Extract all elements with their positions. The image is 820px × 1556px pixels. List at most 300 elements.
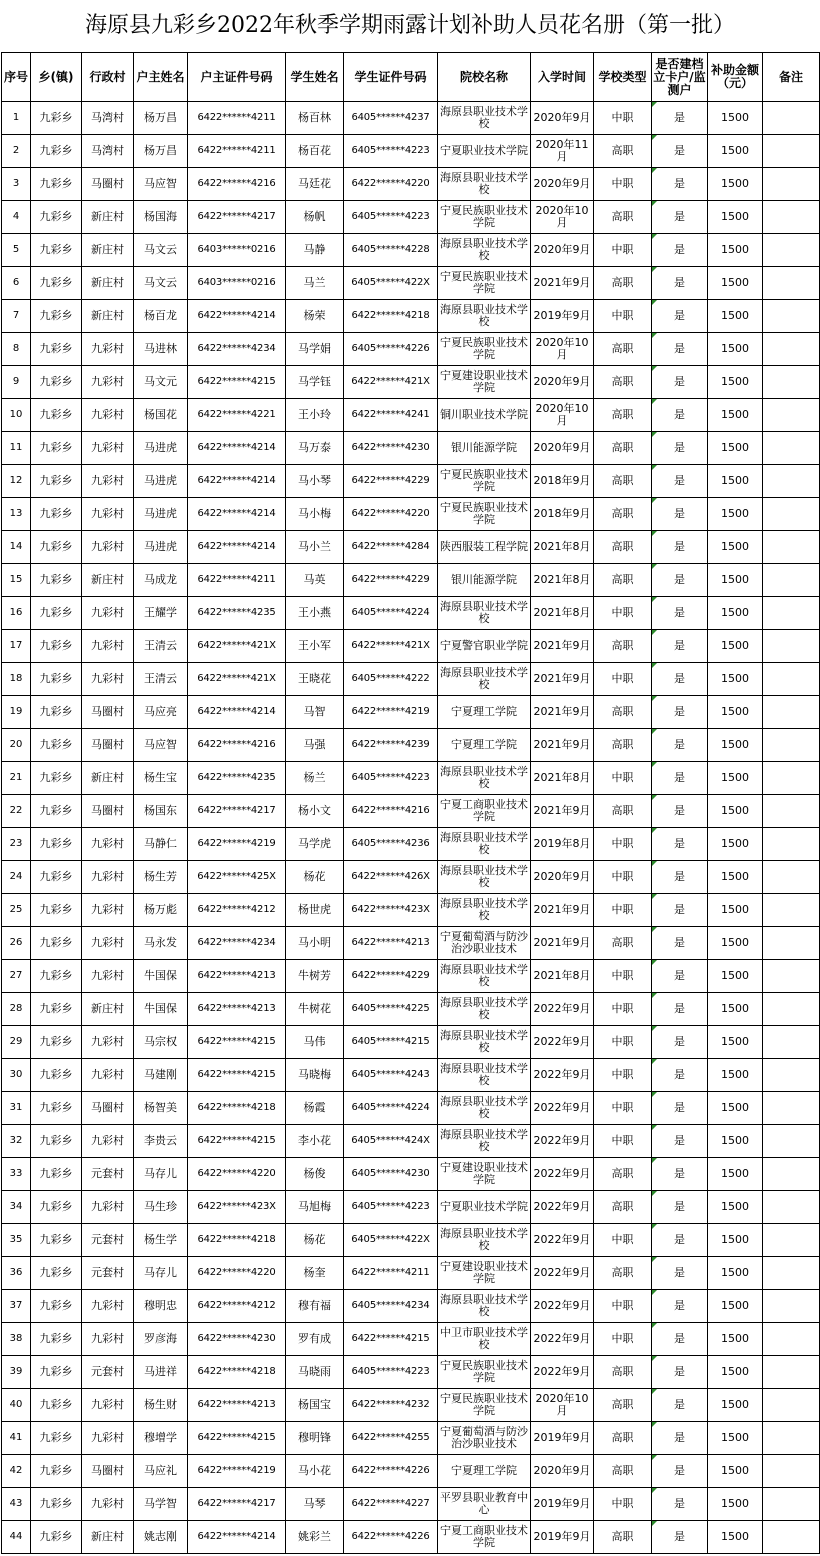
cell-registered: 是 (652, 333, 708, 366)
cell-school: 宁夏职业技术学院 (438, 135, 531, 168)
cell-enroll-date: 2022年9月 (531, 1290, 594, 1323)
cell-householder-id: 6422******4235 (188, 597, 286, 630)
cell-householder-id: 6422******4219 (188, 1455, 286, 1488)
cell-school: 海原县职业技术学校 (438, 168, 531, 201)
cell-student-id: 6422******421X (344, 630, 438, 663)
cell-remarks (763, 102, 820, 135)
cell-index: 5 (2, 234, 31, 267)
cell-registered: 是 (652, 1158, 708, 1191)
cell-householder: 穆明忠 (134, 1290, 188, 1323)
table-row (2, 1224, 820, 1257)
cell-school: 海原县职业技术学校 (438, 663, 531, 696)
cell-school-type: 中职 (594, 1125, 652, 1158)
cell-householder: 王清云 (134, 663, 188, 696)
cell-registered: 是 (652, 630, 708, 663)
cell-student: 王小玲 (286, 399, 344, 432)
cell-householder: 杨生宝 (134, 762, 188, 795)
cell-village: 马圈村 (82, 168, 134, 201)
cell-householder: 牛国保 (134, 993, 188, 1026)
table-row (2, 135, 820, 168)
cell-amount: 1500 (708, 630, 763, 663)
cell-township: 九彩乡 (31, 1488, 82, 1521)
cell-amount: 1500 (708, 267, 763, 300)
cell-school: 宁夏建设职业技术学院 (438, 1257, 531, 1290)
cell-school: 银川能源学院 (438, 432, 531, 465)
table-row (2, 1092, 820, 1125)
cell-student-id: 6405******422X (344, 1224, 438, 1257)
cell-remarks (763, 1488, 820, 1521)
cell-village: 九彩村 (82, 1323, 134, 1356)
cell-householder: 杨万昌 (134, 102, 188, 135)
cell-student-id: 6422******4213 (344, 927, 438, 960)
cell-school: 宁夏民族职业技术学院 (438, 267, 531, 300)
cell-index: 2 (2, 135, 31, 168)
cell-school: 宁夏警官职业学院 (438, 630, 531, 663)
cell-remarks (763, 630, 820, 663)
cell-township: 九彩乡 (31, 168, 82, 201)
cell-registered: 是 (652, 663, 708, 696)
cell-registered: 是 (652, 366, 708, 399)
cell-township: 九彩乡 (31, 1059, 82, 1092)
cell-remarks (763, 663, 820, 696)
cell-enroll-date: 2022年9月 (531, 1026, 594, 1059)
cell-householder: 杨国东 (134, 795, 188, 828)
cell-student-id: 6405******4225 (344, 993, 438, 1026)
cell-student: 马小兰 (286, 531, 344, 564)
cell-householder-id: 6422******4214 (188, 432, 286, 465)
col-header-student: 学生姓名 (286, 53, 344, 102)
cell-remarks (763, 135, 820, 168)
cell-householder: 马进虎 (134, 432, 188, 465)
cell-index: 42 (2, 1455, 31, 1488)
col-header-student-id: 学生证件号码 (344, 53, 438, 102)
cell-registered: 是 (652, 432, 708, 465)
cell-student-id: 6422******4226 (344, 1455, 438, 1488)
cell-school: 宁夏民族职业技术学院 (438, 333, 531, 366)
cell-enroll-date: 2021年9月 (531, 630, 594, 663)
table-row (2, 432, 820, 465)
cell-amount: 1500 (708, 1422, 763, 1455)
cell-registered: 是 (652, 1191, 708, 1224)
cell-registered: 是 (652, 531, 708, 564)
cell-amount: 1500 (708, 201, 763, 234)
cell-village: 九彩村 (82, 1290, 134, 1323)
cell-student: 马强 (286, 729, 344, 762)
col-header-remarks: 备注 (763, 53, 820, 102)
cell-householder: 马学智 (134, 1488, 188, 1521)
cell-index: 18 (2, 663, 31, 696)
cell-school: 海原县职业技术学校 (438, 861, 531, 894)
table-row (2, 795, 820, 828)
cell-enroll-date: 2020年9月 (531, 366, 594, 399)
cell-enroll-date: 2022年9月 (531, 1323, 594, 1356)
cell-school: 宁夏理工学院 (438, 1455, 531, 1488)
cell-township: 九彩乡 (31, 531, 82, 564)
cell-township: 九彩乡 (31, 795, 82, 828)
cell-school: 宁夏民族职业技术学院 (438, 201, 531, 234)
cell-student: 杨俊 (286, 1158, 344, 1191)
cell-amount: 1500 (708, 993, 763, 1026)
cell-index: 21 (2, 762, 31, 795)
cell-amount: 1500 (708, 1191, 763, 1224)
cell-school: 海原县职业技术学校 (438, 1125, 531, 1158)
cell-householder: 马进虎 (134, 498, 188, 531)
cell-school-type: 中职 (594, 861, 652, 894)
cell-householder-id: 6422******4214 (188, 1521, 286, 1554)
cell-registered: 是 (652, 729, 708, 762)
table-row (2, 333, 820, 366)
cell-enroll-date: 2021年8月 (531, 564, 594, 597)
cell-school-type: 中职 (594, 1488, 652, 1521)
cell-village: 九彩村 (82, 1125, 134, 1158)
cell-student-id: 6405******4237 (344, 102, 438, 135)
cell-school: 海原县职业技术学校 (438, 234, 531, 267)
cell-township: 九彩乡 (31, 564, 82, 597)
cell-township: 九彩乡 (31, 267, 82, 300)
cell-index: 15 (2, 564, 31, 597)
cell-remarks (763, 729, 820, 762)
cell-remarks (763, 1323, 820, 1356)
cell-student-id: 6422******4216 (344, 795, 438, 828)
cell-student: 马琴 (286, 1488, 344, 1521)
cell-school-type: 中职 (594, 1323, 652, 1356)
cell-householder: 马文元 (134, 366, 188, 399)
cell-student-id: 6422******4232 (344, 1389, 438, 1422)
cell-student: 马晓梅 (286, 1059, 344, 1092)
cell-student-id: 6405******4223 (344, 762, 438, 795)
cell-school: 海原县职业技术学校 (438, 1059, 531, 1092)
cell-student-id: 6422******4255 (344, 1422, 438, 1455)
cell-township: 九彩乡 (31, 762, 82, 795)
cell-school: 宁夏理工学院 (438, 696, 531, 729)
cell-township: 九彩乡 (31, 729, 82, 762)
cell-householder-id: 6422******4218 (188, 1224, 286, 1257)
table-row (2, 531, 820, 564)
cell-enroll-date: 2020年9月 (531, 861, 594, 894)
cell-school-type: 高职 (594, 498, 652, 531)
cell-householder-id: 6422******4218 (188, 1356, 286, 1389)
cell-school: 海原县职业技术学校 (438, 597, 531, 630)
cell-registered: 是 (652, 1059, 708, 1092)
cell-householder-id: 6422******4221 (188, 399, 286, 432)
cell-amount: 1500 (708, 333, 763, 366)
cell-school-type: 中职 (594, 828, 652, 861)
cell-school-type: 高职 (594, 696, 652, 729)
cell-enroll-date: 2019年9月 (531, 1488, 594, 1521)
table-row (2, 1389, 820, 1422)
cell-township: 九彩乡 (31, 1290, 82, 1323)
cell-enroll-date: 2020年10月 (531, 1389, 594, 1422)
cell-remarks (763, 762, 820, 795)
cell-village: 九彩村 (82, 465, 134, 498)
col-header-index: 序号 (2, 53, 31, 102)
cell-amount: 1500 (708, 729, 763, 762)
cell-enroll-date: 2020年11月 (531, 135, 594, 168)
cell-student: 穆明锋 (286, 1422, 344, 1455)
table-row (2, 762, 820, 795)
cell-enroll-date: 2020年9月 (531, 102, 594, 135)
cell-enroll-date: 2021年9月 (531, 696, 594, 729)
cell-remarks (763, 1389, 820, 1422)
cell-householder: 杨智美 (134, 1092, 188, 1125)
cell-index: 3 (2, 168, 31, 201)
cell-index: 41 (2, 1422, 31, 1455)
cell-enroll-date: 2021年9月 (531, 663, 594, 696)
cell-school-type: 高职 (594, 432, 652, 465)
cell-village: 新庄村 (82, 564, 134, 597)
cell-index: 10 (2, 399, 31, 432)
cell-village: 九彩村 (82, 366, 134, 399)
cell-index: 37 (2, 1290, 31, 1323)
cell-amount: 1500 (708, 102, 763, 135)
cell-remarks (763, 168, 820, 201)
cell-school: 海原县职业技术学校 (438, 993, 531, 1026)
cell-registered: 是 (652, 861, 708, 894)
cell-student: 马小花 (286, 1455, 344, 1488)
cell-school-type: 高职 (594, 1422, 652, 1455)
cell-registered: 是 (652, 696, 708, 729)
cell-township: 九彩乡 (31, 597, 82, 630)
cell-enroll-date: 2021年8月 (531, 597, 594, 630)
cell-enroll-date: 2022年9月 (531, 1191, 594, 1224)
cell-householder-id: 6422******4234 (188, 333, 286, 366)
cell-township: 九彩乡 (31, 1455, 82, 1488)
cell-remarks (763, 432, 820, 465)
cell-school-type: 中职 (594, 993, 652, 1026)
table-row (2, 300, 820, 333)
col-header-householder: 户主姓名 (134, 53, 188, 102)
cell-school: 银川能源学院 (438, 564, 531, 597)
cell-index: 25 (2, 894, 31, 927)
cell-enroll-date: 2020年9月 (531, 432, 594, 465)
cell-index: 12 (2, 465, 31, 498)
cell-school: 宁夏民族职业技术学院 (438, 465, 531, 498)
cell-village: 九彩村 (82, 1488, 134, 1521)
table-row (2, 960, 820, 993)
cell-householder: 马存儿 (134, 1158, 188, 1191)
cell-school-type: 高职 (594, 927, 652, 960)
cell-householder: 牛国保 (134, 960, 188, 993)
cell-student: 马学钰 (286, 366, 344, 399)
cell-registered: 是 (652, 267, 708, 300)
cell-school-type: 中职 (594, 1059, 652, 1092)
cell-householder: 穆增学 (134, 1422, 188, 1455)
cell-enroll-date: 2022年9月 (531, 1125, 594, 1158)
cell-enroll-date: 2018年9月 (531, 498, 594, 531)
cell-student-id: 6422******4241 (344, 399, 438, 432)
table-row (2, 1488, 820, 1521)
cell-enroll-date: 2022年9月 (531, 1356, 594, 1389)
cell-student: 牛树芳 (286, 960, 344, 993)
cell-householder-id: 6422******4217 (188, 201, 286, 234)
cell-township: 九彩乡 (31, 300, 82, 333)
cell-enroll-date: 2018年9月 (531, 465, 594, 498)
cell-student: 马万泰 (286, 432, 344, 465)
table-row (2, 564, 820, 597)
cell-householder-id: 6422******4212 (188, 1290, 286, 1323)
table-row (2, 927, 820, 960)
cell-householder-id: 6422******4215 (188, 366, 286, 399)
cell-remarks (763, 1257, 820, 1290)
cell-remarks (763, 1356, 820, 1389)
cell-amount: 1500 (708, 234, 763, 267)
cell-student-id: 6422******4227 (344, 1488, 438, 1521)
cell-school-type: 高职 (594, 564, 652, 597)
table-row (2, 1191, 820, 1224)
cell-householder: 杨万彪 (134, 894, 188, 927)
cell-student: 王晓花 (286, 663, 344, 696)
cell-township: 九彩乡 (31, 861, 82, 894)
cell-student-id: 6422******4215 (344, 1323, 438, 1356)
cell-enroll-date: 2020年9月 (531, 168, 594, 201)
cell-householder-id: 6422******4234 (188, 927, 286, 960)
cell-student: 马智 (286, 696, 344, 729)
cell-householder: 马宗权 (134, 1026, 188, 1059)
table-row (2, 1257, 820, 1290)
col-header-householder-id: 户主证件号码 (188, 53, 286, 102)
cell-amount: 1500 (708, 1455, 763, 1488)
cell-householder-id: 6422******4214 (188, 531, 286, 564)
cell-index: 27 (2, 960, 31, 993)
cell-remarks (763, 201, 820, 234)
cell-township: 九彩乡 (31, 333, 82, 366)
cell-township: 九彩乡 (31, 432, 82, 465)
cell-registered: 是 (652, 234, 708, 267)
cell-registered: 是 (652, 1257, 708, 1290)
cell-householder: 杨生芳 (134, 861, 188, 894)
cell-township: 九彩乡 (31, 1158, 82, 1191)
cell-householder: 王耀学 (134, 597, 188, 630)
cell-student-id: 6405******4236 (344, 828, 438, 861)
cell-index: 13 (2, 498, 31, 531)
cell-township: 九彩乡 (31, 1257, 82, 1290)
table-row (2, 597, 820, 630)
cell-school: 陕西服装工程学院 (438, 531, 531, 564)
cell-householder-id: 6422******423X (188, 1191, 286, 1224)
cell-householder: 杨生学 (134, 1224, 188, 1257)
cell-remarks (763, 399, 820, 432)
cell-remarks (763, 1422, 820, 1455)
cell-enroll-date: 2020年10月 (531, 333, 594, 366)
cell-village: 九彩村 (82, 1191, 134, 1224)
cell-school-type: 中职 (594, 894, 652, 927)
cell-school: 宁夏工商职业技术学院 (438, 1521, 531, 1554)
cell-school: 海原县职业技术学校 (438, 894, 531, 927)
cell-householder: 马文云 (134, 267, 188, 300)
cell-householder: 马应智 (134, 729, 188, 762)
cell-township: 九彩乡 (31, 1521, 82, 1554)
cell-student: 王小燕 (286, 597, 344, 630)
cell-school: 海原县职业技术学校 (438, 102, 531, 135)
cell-student-id: 6405******4226 (344, 333, 438, 366)
table-row (2, 1356, 820, 1389)
table-row (2, 828, 820, 861)
cell-amount: 1500 (708, 828, 763, 861)
cell-village: 新庄村 (82, 300, 134, 333)
cell-amount: 1500 (708, 465, 763, 498)
cell-student: 马学虎 (286, 828, 344, 861)
cell-index: 7 (2, 300, 31, 333)
cell-householder-id: 6422******4213 (188, 960, 286, 993)
cell-amount: 1500 (708, 1026, 763, 1059)
cell-householder: 马进林 (134, 333, 188, 366)
cell-school: 中卫市职业技术学校 (438, 1323, 531, 1356)
cell-index: 28 (2, 993, 31, 1026)
cell-township: 九彩乡 (31, 1191, 82, 1224)
cell-school: 宁夏理工学院 (438, 729, 531, 762)
cell-village: 新庄村 (82, 234, 134, 267)
cell-index: 40 (2, 1389, 31, 1422)
cell-student: 杨霞 (286, 1092, 344, 1125)
cell-student-id: 6405******424X (344, 1125, 438, 1158)
cell-householder-id: 6422******421X (188, 663, 286, 696)
cell-enroll-date: 2021年9月 (531, 894, 594, 927)
cell-remarks (763, 531, 820, 564)
cell-registered: 是 (652, 1290, 708, 1323)
cell-amount: 1500 (708, 1389, 763, 1422)
cell-student-id: 6422******4239 (344, 729, 438, 762)
cell-amount: 1500 (708, 366, 763, 399)
cell-householder-id: 6422******4220 (188, 1257, 286, 1290)
table-row (2, 201, 820, 234)
cell-index: 31 (2, 1092, 31, 1125)
cell-student: 马静 (286, 234, 344, 267)
cell-township: 九彩乡 (31, 927, 82, 960)
cell-amount: 1500 (708, 1158, 763, 1191)
cell-householder: 马存儿 (134, 1257, 188, 1290)
cell-remarks (763, 1521, 820, 1554)
col-header-amount: 补助金额（元） (708, 53, 763, 102)
table-row (2, 1125, 820, 1158)
cell-amount: 1500 (708, 894, 763, 927)
cell-amount: 1500 (708, 399, 763, 432)
cell-school: 宁夏民族职业技术学院 (438, 1356, 531, 1389)
cell-enroll-date: 2022年9月 (531, 993, 594, 1026)
cell-index: 19 (2, 696, 31, 729)
cell-registered: 是 (652, 1521, 708, 1554)
cell-index: 6 (2, 267, 31, 300)
cell-householder: 马静仁 (134, 828, 188, 861)
table-row (2, 1059, 820, 1092)
cell-amount: 1500 (708, 927, 763, 960)
cell-registered: 是 (652, 993, 708, 1026)
cell-householder: 马永发 (134, 927, 188, 960)
col-header-school: 院校名称 (438, 53, 531, 102)
cell-village: 九彩村 (82, 333, 134, 366)
cell-student: 马廷花 (286, 168, 344, 201)
cell-school-type: 中职 (594, 597, 652, 630)
table-row (2, 729, 820, 762)
table-body (2, 102, 820, 1554)
cell-remarks (763, 696, 820, 729)
cell-enroll-date: 2022年9月 (531, 1059, 594, 1092)
cell-school: 宁夏工商职业技术学院 (438, 795, 531, 828)
cell-householder: 杨百龙 (134, 300, 188, 333)
cell-township: 九彩乡 (31, 498, 82, 531)
cell-township: 九彩乡 (31, 201, 82, 234)
cell-amount: 1500 (708, 663, 763, 696)
cell-registered: 是 (652, 762, 708, 795)
cell-remarks (763, 465, 820, 498)
table-row (2, 663, 820, 696)
cell-index: 16 (2, 597, 31, 630)
cell-school: 海原县职业技术学校 (438, 828, 531, 861)
cell-school: 宁夏葡萄酒与防沙治沙职业技术 (438, 1422, 531, 1455)
cell-registered: 是 (652, 960, 708, 993)
cell-householder: 马应礼 (134, 1455, 188, 1488)
cell-student-id: 6422******4220 (344, 168, 438, 201)
cell-householder-id: 6422******4218 (188, 1092, 286, 1125)
